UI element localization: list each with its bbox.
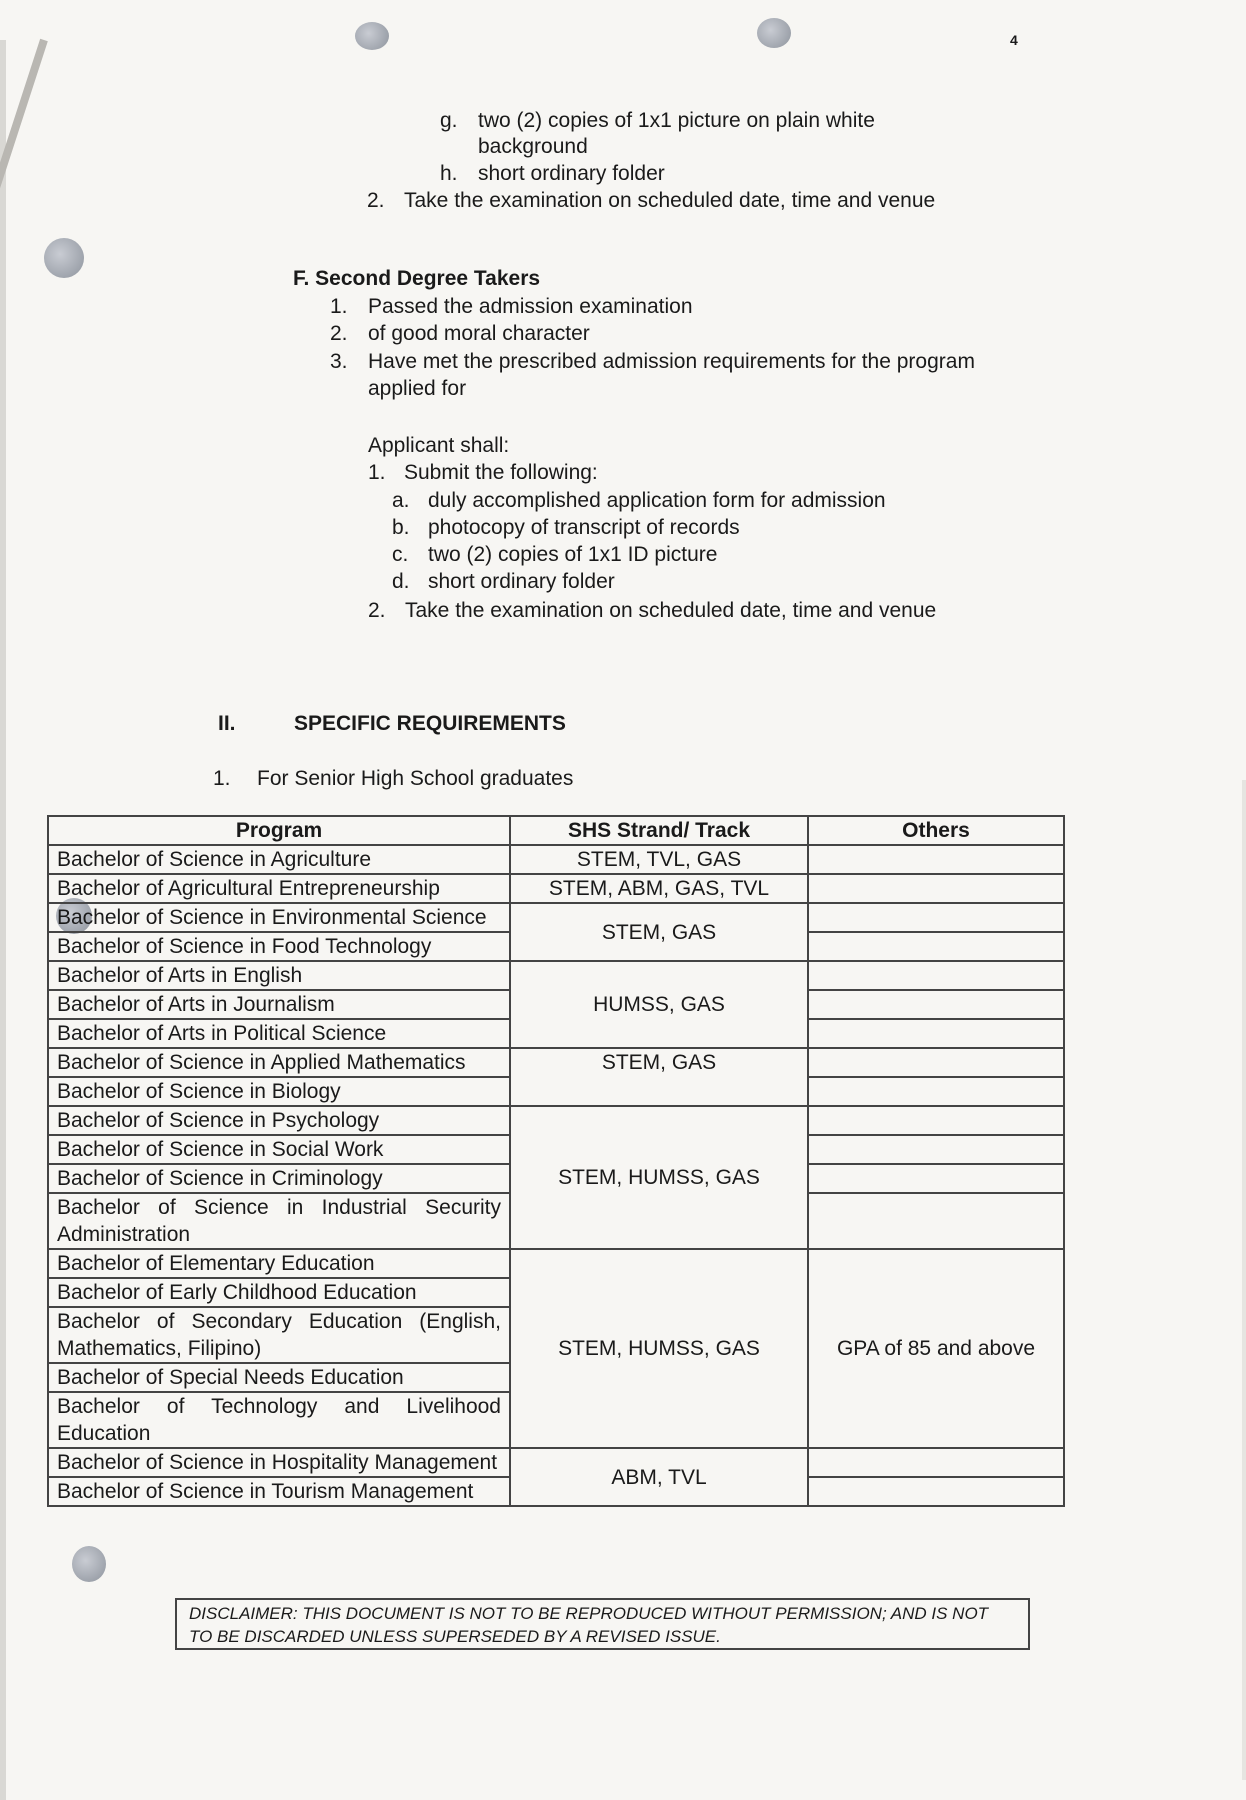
sub-item-c-text: two (2) copies of 1x1 ID picture (428, 543, 718, 566)
submit-text: Submit the following: (404, 461, 598, 484)
section-f-item-3-num: 3. (330, 350, 348, 373)
program-cell: Bachelor of Early Childhood Education (48, 1278, 510, 1307)
submit-num: 1. (368, 461, 386, 484)
header-strand: SHS Strand/ Track (510, 816, 808, 845)
sub-item-c (392, 541, 717, 568)
header-others: Others (808, 816, 1064, 845)
section-f-heading: F. Second Degree Takers (293, 267, 541, 290)
take-exam (368, 597, 936, 624)
table-row (48, 874, 1064, 903)
section-f-item-1-text: Passed the admission examination (368, 295, 693, 318)
strand-cell: STEM, GAS (510, 903, 808, 961)
program-cell: Bachelor of Science in Tourism Management (48, 1477, 510, 1506)
program-cell: Bachelor of Agricultural Entrepreneurship (48, 874, 510, 903)
shs-subheading-text: For Senior High School graduates (257, 767, 574, 790)
submit-following (368, 459, 598, 486)
strand-cell: STEM, TVL, GAS (510, 845, 808, 874)
program-cell: Bachelor of Science in Psychology (48, 1106, 510, 1135)
sub-item-b (392, 514, 740, 541)
others-cell (808, 990, 1064, 1019)
program-cell: Bachelor of Elementary Education (48, 1249, 510, 1278)
shs-subheading-num: 1. (213, 767, 231, 790)
program-cell: Bachelor of Science in Hospitality Management (48, 1448, 510, 1477)
program-cell: Bachelor of Science in Biology (48, 1077, 510, 1106)
program-cell: Bachelor of Science in Food Technology (48, 932, 510, 961)
section-f-item-3-continued: applied for (368, 377, 467, 400)
section-ii-heading (218, 710, 566, 737)
program-cell: Bachelor of Science in Social Work (48, 1135, 510, 1164)
section-f-item-2 (330, 320, 590, 347)
program-cell: Bachelor of Arts in English (48, 961, 510, 990)
sub-item-d-letter: d. (392, 570, 410, 593)
section-f-item-1 (330, 293, 693, 320)
requirements-table (47, 815, 1065, 1507)
table-header-row (48, 816, 1064, 845)
punch-hole-left (44, 238, 84, 278)
take-exam-text: Take the examination on scheduled date, time and venue (405, 599, 937, 622)
item-g (440, 107, 875, 134)
others-cell (808, 1106, 1064, 1135)
pen-mark (0, 39, 48, 232)
table-row (48, 845, 1064, 874)
strand-cell: STEM, HUMSS, GAS (510, 1249, 808, 1448)
item-2-top-text: Take the examination on scheduled date, time and venue (404, 189, 936, 212)
program-cell: Bachelor of Science in Agriculture (48, 845, 510, 874)
section-ii-title: SPECIFIC REQUIREMENTS (294, 712, 566, 735)
item-g-text-continued: background (478, 135, 588, 158)
punch-hole-top-left (355, 22, 389, 50)
strand-cell: STEM, ABM, GAS, TVL (510, 874, 808, 903)
program-cell: Bachelor of Science in Industrial Security Administration (48, 1193, 510, 1249)
strand-cell: HUMSS, GAS (510, 961, 808, 1048)
item-h-label: h. (440, 162, 458, 185)
strand-cell: STEM, HUMSS, GAS (510, 1106, 808, 1249)
take-exam-num: 2. (368, 599, 386, 622)
table-row (48, 1249, 1064, 1278)
sub-item-a-letter: a. (392, 489, 410, 512)
table-row (48, 961, 1064, 990)
sub-item-a (392, 487, 886, 514)
sub-item-b-text: photocopy of transcript of records (428, 516, 740, 539)
section-ii-roman: II. (218, 712, 236, 735)
others-cell-gpa: GPA of 85 and above (808, 1249, 1064, 1448)
page-left-edge (0, 40, 6, 1800)
section-f-item-2-num: 2. (330, 322, 348, 345)
strand-cell: STEM, GAS (510, 1048, 808, 1106)
program-cell: Bachelor of Special Needs Education (48, 1363, 510, 1392)
page-right-edge (1242, 780, 1246, 1780)
program-cell: Bachelor of Science in Applied Mathematics (48, 1048, 510, 1077)
punch-hole-table-2 (72, 1546, 106, 1582)
table-row (48, 1106, 1064, 1135)
section-f-item-2-text: of good moral character (368, 322, 590, 345)
table-row (48, 1048, 1064, 1077)
others-cell (808, 932, 1064, 961)
strand-cell: ABM, TVL (510, 1448, 808, 1506)
others-cell (808, 845, 1064, 874)
program-cell: Bachelor of Arts in Political Science (48, 1019, 510, 1048)
shs-subheading (213, 765, 573, 792)
item-h (440, 160, 665, 187)
others-cell (808, 1193, 1064, 1249)
sub-item-a-text: duly accomplished application form for admission (428, 489, 886, 512)
others-cell (808, 874, 1064, 903)
header-program: Program (48, 816, 510, 845)
others-cell (808, 961, 1064, 990)
item-2-top (367, 187, 935, 214)
section-f-item-3 (330, 348, 975, 375)
section-f-item-3-text: Have met the prescribed admission requirements for the program (368, 350, 975, 373)
page-number: 4 (1010, 32, 1018, 48)
sub-item-d (392, 568, 615, 595)
section-f-item-1-num: 1. (330, 295, 348, 318)
item-2-top-label: 2. (367, 189, 385, 212)
disclaimer-box: DISCLAIMER: THIS DOCUMENT IS NOT TO BE REPRODUCED WITHOUT PERMISSION; AND IS NOT TO BE DISCARDED UNLESS SUPERSEDED BY A REVISED ISSUE. (175, 1598, 1030, 1650)
others-cell (808, 1048, 1064, 1077)
table-row (48, 1448, 1064, 1477)
sub-item-b-letter: b. (392, 516, 410, 539)
others-cell (808, 1135, 1064, 1164)
item-h-text: short ordinary folder (478, 162, 665, 185)
table-row (48, 903, 1064, 932)
sub-item-c-letter: c. (392, 543, 409, 566)
others-cell (808, 1164, 1064, 1193)
program-cell: Bachelor of Arts in Journalism (48, 990, 510, 1019)
item-g-text: two (2) copies of 1x1 picture on plain white (478, 109, 875, 132)
program-cell: Bachelor of Science in Environmental Science (48, 903, 510, 932)
sub-item-d-text: short ordinary folder (428, 570, 615, 593)
applicant-shall: Applicant shall: (368, 434, 510, 457)
others-cell (808, 1477, 1064, 1506)
item-g-label: g. (440, 109, 458, 132)
punch-hole-top-right (757, 18, 791, 48)
others-cell (808, 903, 1064, 932)
others-cell (808, 1019, 1064, 1048)
program-cell: Bachelor of Technology and Livelihood Education (48, 1392, 510, 1448)
others-cell (808, 1077, 1064, 1106)
program-cell: Bachelor of Science in Criminology (48, 1164, 510, 1193)
others-cell (808, 1448, 1064, 1477)
program-cell: Bachelor of Secondary Education (English, Mathematics, Filipino) (48, 1307, 510, 1363)
